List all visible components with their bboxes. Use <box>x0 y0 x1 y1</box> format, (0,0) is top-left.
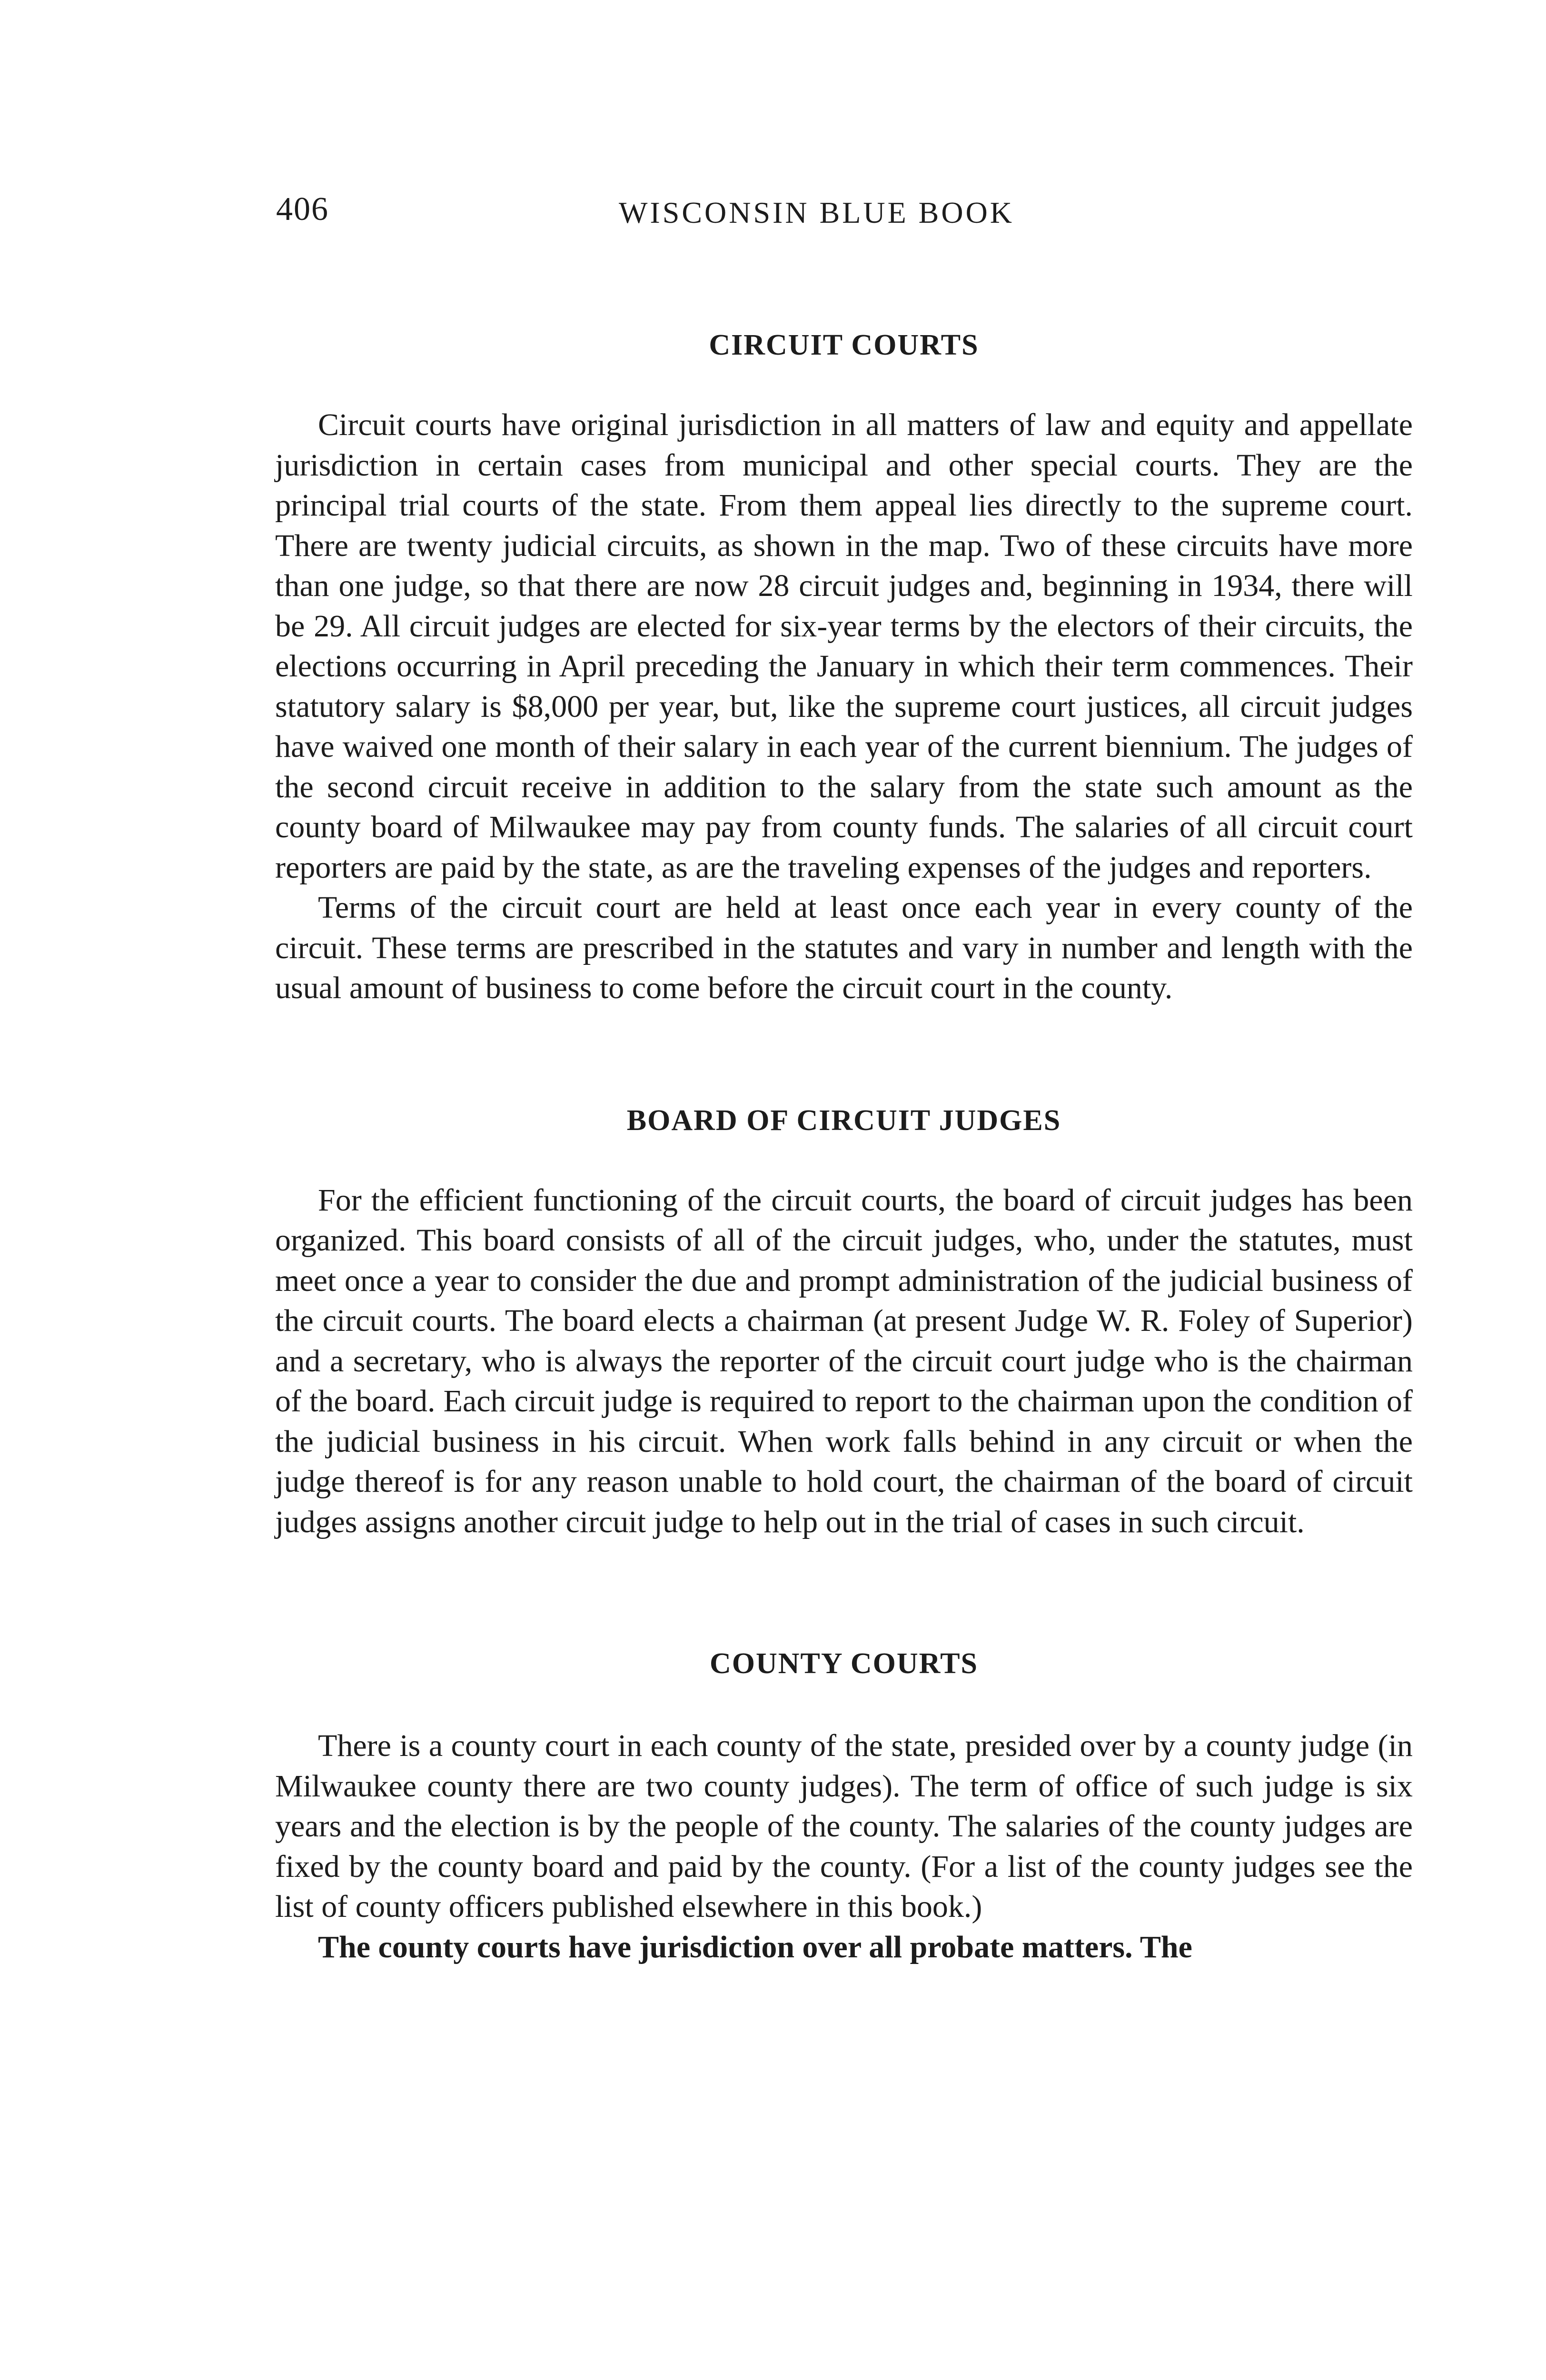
paragraph: Circuit courts have original jurisdiction in all matters of law and equity and appellate jurisdiction in certain cases from municipal and other special courts. They are the principal trial courts of the state. From them appeal lies directly to the supreme court. There are twenty judicial circuits, as shown in the map. Two of these circuits have more than one judge, so that there are now 28 circuit judges and, beginning in 1934, there will be 29. All circuit judges are elected for six-year terms by the electors of their circuits, the elections occurring in April preceding the January in which their term commences. Their statutory salary is $8,000 per year, but, like the supreme court justices, all circuit judges have waived one month of their salary in each year of the current biennium. The judges of the second circuit receive in addition to the salary from the state such amount as the county board of Milwaukee may pay from county funds. The salaries of all circuit court reporters are paid by the state, as are the traveling expenses of the judges and reporters. <box>275 407 1413 885</box>
section-board-of-circuit-judges <box>275 1104 1413 1543</box>
section-circuit-courts <box>275 328 1413 1009</box>
paragraph: The county courts have jurisdiction over all probate matters. The <box>318 1929 1192 1964</box>
running-header <box>276 190 1414 248</box>
paragraph: Terms of the circuit court are held at least once each year in every county of the circuit. These terms are prescribed in the statutes and vary in number and length with the usual amount of business to come before the circuit court in the county. <box>275 890 1413 1005</box>
page-body <box>275 328 1413 1967</box>
section-heading: BOARD OF CIRCUIT JUDGES <box>626 1104 1061 1137</box>
section-heading: COUNTY COURTS <box>709 1647 979 1680</box>
section-county-courts <box>275 1647 1413 1967</box>
page-number: 406 <box>276 191 329 228</box>
section-heading: CIRCUIT COURTS <box>709 329 979 361</box>
running-title: WISCONSIN BLUE BOOK <box>619 196 1014 229</box>
paragraph: For the efficient functioning of the circuit courts, the board of circuit judges has been organized. This board consists of all of the circuit judges, who, under the statutes, must meet once a year to consider the due and prompt administration of the judicial business of the circuit courts. The board elects a chairman (at present Judge W. R. Foley of Superior) and a secretary, who is always the reporter of the circuit court judge who is the chairman of the board. Each circuit judge is required to report to the chairman upon the condition of the judicial business in his circuit. When work falls behind in any circuit or when the judge thereof is for any reason unable to hold court, the chairman of the board of circuit judges assigns another circuit judge to help out in the trial of cases in such circuit. <box>275 1182 1413 1539</box>
paragraph: There is a county court in each county of the state, presided over by a county judge (in Milwaukee county there are two county judges). The term of office of such judge is six years and the election is by the people of the county. The salaries of the county judges are fixed by the county board and paid by the county. (For a list of the county judges see the list of county officers published elsewhere in this book.) <box>275 1728 1413 1924</box>
